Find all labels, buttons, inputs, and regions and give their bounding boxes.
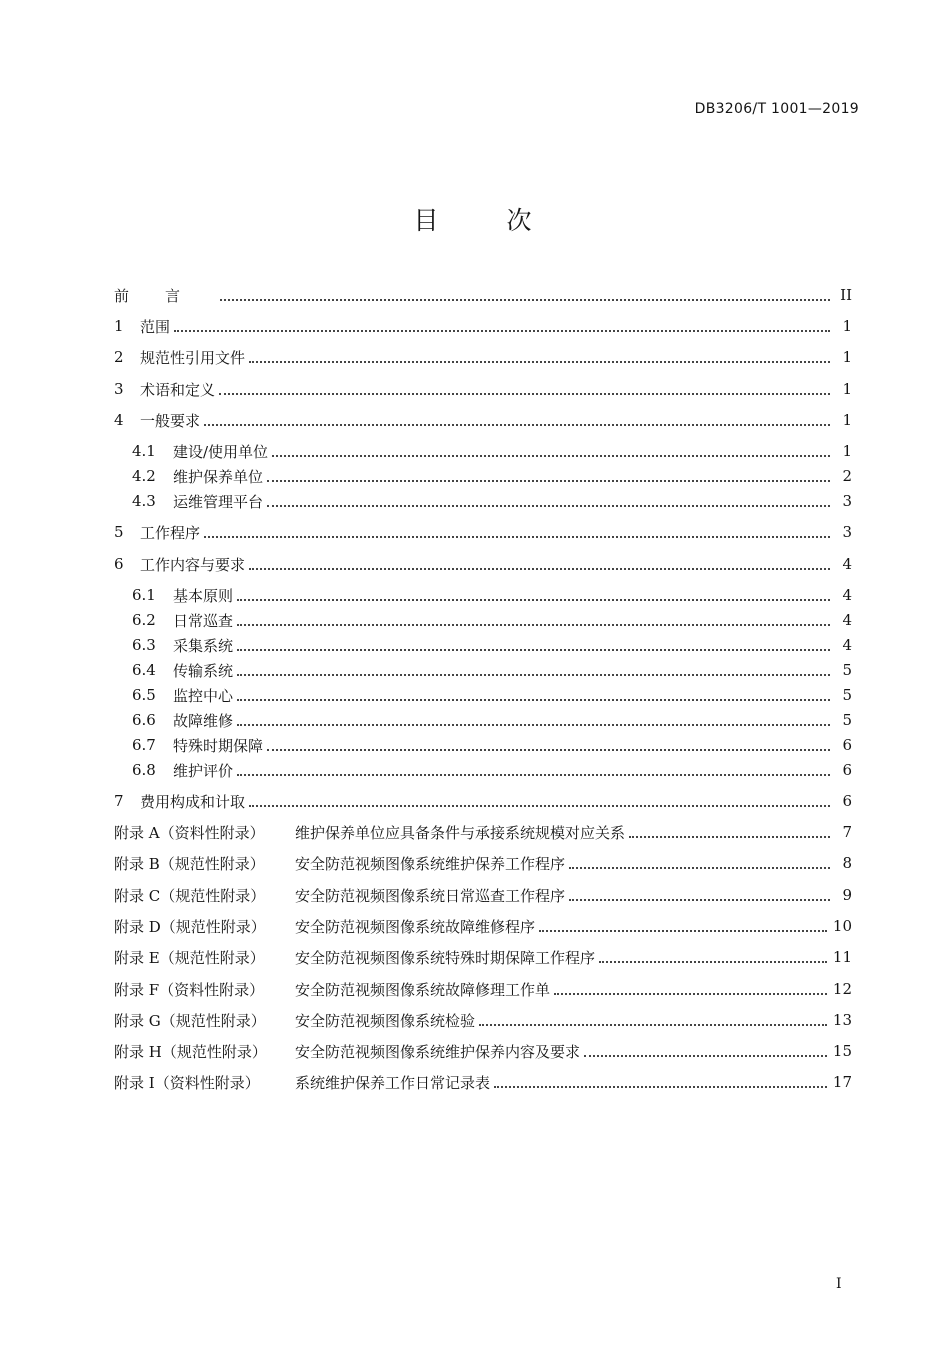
toc-leader	[219, 392, 830, 395]
toc-leader	[584, 1054, 827, 1057]
toc-entry-page: 5	[842, 661, 852, 679]
toc-appendix-entry[interactable]	[114, 946, 852, 968]
toc-leader	[237, 723, 830, 726]
appendix-label: 附录 F（资料性附录）	[114, 980, 265, 999]
toc-entry-text: 建设/使用单位	[173, 442, 269, 461]
toc-entry-page: 7	[842, 823, 852, 841]
toc-entry-text: 范围	[140, 317, 171, 336]
toc-subentry[interactable]	[132, 684, 852, 706]
toc-entry-page: 4	[842, 555, 852, 573]
toc-entry-text: 工作内容与要求	[140, 555, 246, 574]
toc-entry-number: 4.2	[132, 467, 156, 485]
toc-leader	[237, 673, 830, 676]
toc-leader	[267, 479, 830, 482]
toc-leader	[220, 298, 830, 301]
appendix-label: 附录 G（规范性附录）	[114, 1011, 266, 1030]
toc-appendix-entry[interactable]	[114, 884, 852, 906]
toc-entry-text: 监控中心	[173, 686, 234, 705]
toc-entry-page: 1	[842, 348, 852, 366]
toc-entry[interactable]	[114, 315, 852, 337]
toc-leader	[237, 623, 830, 626]
toc-subentry[interactable]	[132, 759, 852, 781]
toc-leader	[554, 992, 827, 995]
toc-entry-text: 前言	[114, 286, 217, 305]
toc-entry-text: 日常巡查	[173, 611, 234, 630]
toc-entry[interactable]	[114, 409, 852, 431]
toc-entry[interactable]	[114, 790, 852, 812]
toc-leader	[599, 960, 827, 963]
toc-entry-text: 运维管理平台	[173, 492, 264, 511]
toc-leader	[569, 866, 830, 869]
toc-entry-text: 采集系统	[173, 636, 234, 655]
toc-leader	[267, 748, 830, 751]
toc-leader	[272, 454, 830, 457]
toc-leader	[267, 504, 830, 507]
toc-entry-text: 安全防范视频图像系统故障维修程序	[295, 917, 536, 936]
toc-entry-page: 17	[832, 1073, 852, 1091]
toc-entry-text: 术语和定义	[140, 380, 216, 399]
toc-subentry[interactable]	[132, 465, 852, 487]
toc-entry[interactable]	[114, 521, 852, 543]
toc-entry[interactable]	[114, 378, 852, 400]
toc-leader	[539, 929, 827, 932]
toc-entry-text: 安全防范视频图像系统检验	[295, 1011, 476, 1030]
toc-entry-page: 5	[842, 686, 852, 704]
toc-entry-number: 4.3	[132, 492, 156, 510]
toc-entry-text: 安全防范视频图像系统日常巡查工作程序	[295, 886, 566, 905]
appendix-label: 附录 H（规范性附录）	[114, 1042, 267, 1061]
toc-subentry[interactable]	[132, 709, 852, 731]
page-title: 目 次	[413, 206, 562, 235]
toc-entry-page: 2	[842, 467, 852, 485]
toc-appendix-entry[interactable]	[114, 1009, 852, 1031]
toc-entry-page: 4	[842, 611, 852, 629]
toc-leader	[237, 773, 830, 776]
appendix-label: 附录 C（规范性附录）	[114, 886, 266, 905]
appendix-label: 附录 D（规范性附录）	[114, 917, 266, 936]
toc-entry-number: 6.7	[132, 736, 156, 754]
toc-entry-number: 7	[114, 792, 124, 810]
toc-entry-page: 12	[832, 980, 852, 998]
toc-entry[interactable]	[114, 346, 852, 368]
toc-entry-page: 5	[842, 711, 852, 729]
toc-appendix-entry[interactable]	[114, 978, 852, 1000]
toc-leader	[479, 1023, 827, 1026]
toc-entry-page: 10	[832, 917, 852, 935]
toc-entry-number: 2	[114, 348, 124, 366]
toc-leader	[249, 567, 830, 570]
toc-entry-page: 4	[842, 586, 852, 604]
toc-appendix-entry[interactable]	[114, 821, 852, 843]
toc-entry-page: 4	[842, 636, 852, 654]
toc-entry-number: 6	[114, 555, 124, 573]
toc-entry-preface[interactable]	[114, 284, 852, 306]
toc-leader	[204, 423, 830, 426]
toc-entry-text: 基本原则	[173, 586, 234, 605]
toc-entry-text: 安全防范视频图像系统故障修理工作单	[295, 980, 551, 999]
toc-entry-page: 8	[842, 854, 852, 872]
toc-entry-text: 系统维护保养工作日常记录表	[295, 1073, 491, 1092]
toc-entry-text: 安全防范视频图像系统维护保养工作程序	[295, 854, 566, 873]
toc-entry-page: 1	[842, 380, 852, 398]
toc-leader	[494, 1085, 827, 1088]
toc-entry-number: 6.6	[132, 711, 156, 729]
appendix-label: 附录 I（资料性附录）	[114, 1073, 260, 1092]
toc-entry-text: 一般要求	[140, 411, 201, 430]
page-number: I	[836, 1276, 842, 1292]
toc-entry-page: 1	[842, 317, 852, 335]
toc-leader	[174, 329, 830, 332]
document-code: DB3206/T 1001—2019	[694, 101, 859, 117]
toc-subentry[interactable]	[132, 490, 852, 512]
appendix-label: 附录 E（规范性附录）	[114, 948, 265, 967]
toc-entry-number: 6.4	[132, 661, 156, 679]
toc-entry-number: 5	[114, 523, 124, 541]
toc-entry-number: 1	[114, 317, 124, 335]
toc-entry-text: 维护评价	[173, 761, 234, 780]
toc-entry-page: II	[840, 286, 852, 304]
toc-entry-page: 1	[842, 442, 852, 460]
toc-leader	[249, 360, 830, 363]
toc-subentry[interactable]	[132, 440, 852, 462]
toc-subentry[interactable]	[132, 584, 852, 606]
toc-appendix-entry[interactable]	[114, 852, 852, 874]
toc-leader	[237, 648, 830, 651]
toc-leader	[569, 898, 830, 901]
toc-leader	[237, 598, 830, 601]
toc-leader	[249, 804, 830, 807]
toc-entry-number: 3	[114, 380, 124, 398]
toc-entry-text: 故障维修	[173, 711, 234, 730]
toc-entry-page: 6	[842, 761, 852, 779]
appendix-label: 附录 B（规范性附录）	[114, 854, 265, 873]
toc-entry-text: 工作程序	[140, 523, 201, 542]
appendix-label: 附录 A（资料性附录）	[114, 823, 265, 842]
toc-subentry[interactable]	[132, 659, 852, 681]
toc-entry-number: 4.1	[132, 442, 156, 460]
toc-entry-text: 安全防范视频图像系统特殊时期保障工作程序	[295, 948, 596, 967]
toc-entry-page: 3	[842, 523, 852, 541]
toc-entry-page: 1	[842, 411, 852, 429]
toc-entry-page: 11	[832, 948, 852, 966]
toc-entry-text: 规范性引用文件	[140, 348, 246, 367]
toc-entry-number: 6.1	[132, 586, 156, 604]
toc-entry-text: 安全防范视频图像系统维护保养内容及要求	[295, 1042, 581, 1061]
toc-entry-page: 13	[832, 1011, 852, 1029]
toc-appendix-entry[interactable]	[114, 915, 852, 937]
toc-subentry[interactable]	[132, 734, 852, 756]
toc-entry-text: 特殊时期保障	[173, 736, 264, 755]
toc-entry-page: 6	[842, 792, 852, 810]
toc-leader	[237, 698, 830, 701]
toc-appendix-entry[interactable]	[114, 1040, 852, 1062]
toc-entry-page: 3	[842, 492, 852, 510]
toc-subentry[interactable]	[132, 634, 852, 656]
toc-entry-number: 4	[114, 411, 124, 429]
toc-entry[interactable]	[114, 553, 852, 575]
toc-entry-text: 传输系统	[173, 661, 234, 680]
toc-entry-text: 维护保养单位应具备条件与承接系统规模对应关系	[295, 823, 626, 842]
toc-entry-text: 维护保养单位	[173, 467, 264, 486]
toc-appendix-entry[interactable]	[114, 1071, 852, 1093]
toc-entry-text: 费用构成和计取	[140, 792, 246, 811]
toc-entry-page: 15	[832, 1042, 852, 1060]
toc-entry-page: 6	[842, 736, 852, 754]
toc-leader	[204, 535, 830, 538]
toc-entry-number: 6.3	[132, 636, 156, 654]
toc-leader	[629, 835, 830, 838]
toc-subentry[interactable]	[132, 609, 852, 631]
toc-entry-number: 6.8	[132, 761, 156, 779]
toc-entry-number: 6.5	[132, 686, 156, 704]
toc-entry-page: 9	[842, 886, 852, 904]
toc-entry-number: 6.2	[132, 611, 156, 629]
